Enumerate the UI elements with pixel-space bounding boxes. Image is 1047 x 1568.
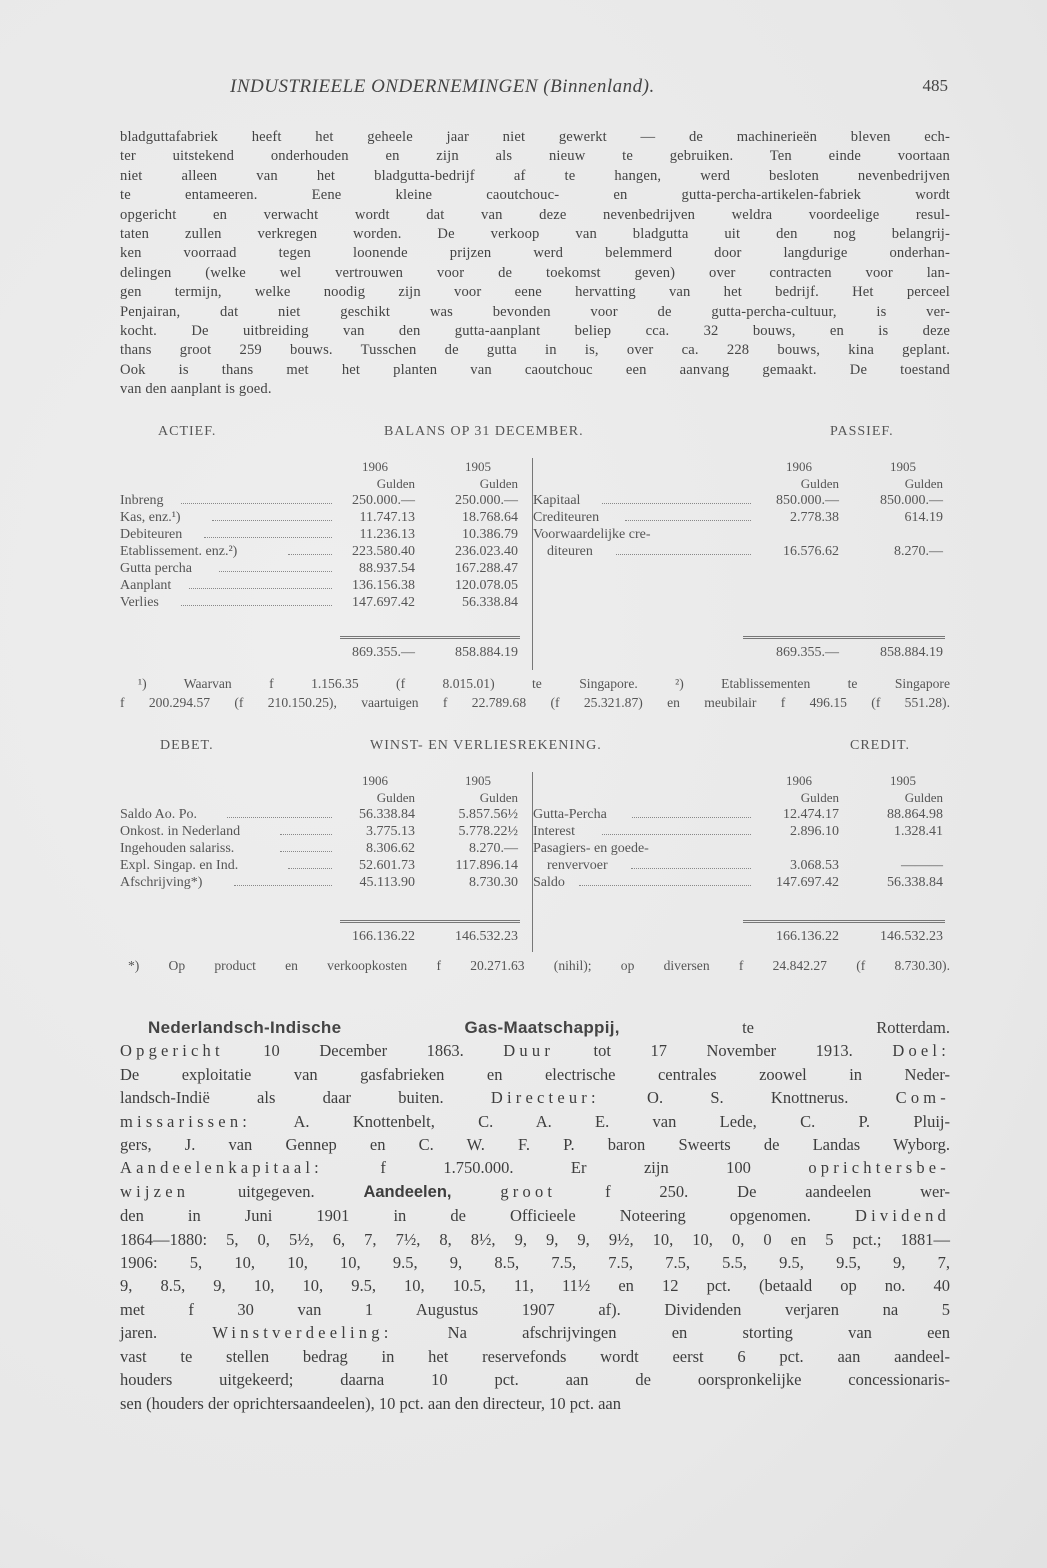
pl-right-heading: CREDIT. — [850, 738, 911, 753]
row-label: Kas, enz.¹) — [120, 510, 181, 525]
row-label: Verlies — [120, 595, 159, 610]
company-text-line — [120, 1086, 950, 1109]
balance-heading — [120, 424, 950, 444]
footnote-line: ¹) Waarvan f 1.156.35 (f 8.015.01) te Singapore. ²) Etablissementen te Singapore — [138, 676, 950, 691]
spaced-label: Dividend — [854, 1206, 950, 1226]
company-text-line — [120, 1228, 950, 1251]
year-1906: 1906 — [362, 459, 388, 474]
running-title: INDUSTRIEELE ONDERNEMINGEN (Binnenland). — [230, 76, 655, 97]
total-1905: 858.884.19 — [880, 645, 943, 660]
balance-right-heading: PASSIEF. — [830, 424, 894, 439]
value-1905: 1.328.41 — [894, 824, 943, 839]
row-label: Interest — [533, 824, 575, 839]
currency-label: Gulden — [904, 476, 943, 491]
value-1906: 250.000.— — [352, 493, 415, 508]
company-text-line — [120, 1063, 950, 1086]
table-row — [533, 857, 951, 874]
year-1906: 1906 — [362, 773, 388, 788]
leader-dots — [189, 588, 332, 589]
value-1905: 5.778.22½ — [458, 824, 518, 839]
pl-title: WINST- EN VERLIESREKENING. — [370, 738, 602, 753]
leader-dots — [602, 834, 751, 835]
row-label: Inbreng — [120, 493, 164, 508]
footnote-line: f 200.294.57 (f 210.150.25), vaartuigen f 22.789.68 (f 25.321.87) en meubilair f 496.15 (f 551.28). — [120, 695, 950, 710]
spaced-label: Duur — [503, 1041, 555, 1061]
year-1905: 1905 — [890, 459, 916, 474]
table-row — [120, 492, 520, 509]
value-1906: 147.697.42 — [352, 595, 415, 610]
year-header — [533, 772, 951, 789]
company-text-line — [120, 1321, 950, 1344]
company-text-line — [120, 1204, 950, 1227]
row-label: Gutta percha — [120, 561, 192, 576]
row-label: Pasagiers- en goede- — [533, 841, 649, 856]
spaced-label: Aandeelenkapitaal: — [120, 1158, 323, 1178]
company-text-line — [120, 1133, 950, 1156]
value-1905: 850.000.— — [880, 493, 943, 508]
text-run: met f 30 van 1 Augustus 1907 af). Dividenden verjaren na 5 — [120, 1299, 950, 1319]
leader-dots — [631, 868, 751, 869]
right-column — [532, 458, 951, 670]
text-run: f 1.750.000. Er zijn 100 — [322, 1158, 809, 1178]
text-run: 9, 8.5, 9, 10, 10, 9.5, 10, 10.5, 11, 11½ en 12 pct. (betaald op no. 40 — [120, 1276, 950, 1296]
pl-left-heading: DEBET. — [160, 738, 214, 753]
year-1906: 1906 — [786, 773, 812, 788]
text-run: 1864—1880: 5, 0, 5½, 6, 7, 7½, 8, 8½, 9, 9, 9, 9½, 10, 10, 0, 0 en 5 pct.; 1881— — [120, 1229, 950, 1249]
table-row — [120, 874, 520, 891]
value-1906: 88.937.54 — [359, 561, 415, 576]
row-label: Ingehouden salariss. — [120, 841, 235, 856]
paragraph-line: opgericht en verwacht wordt dat van deze nevenbedrijven weldra voordeelige resul- — [120, 206, 950, 223]
paragraph-line: thans groot 259 bouws. Tusschen de gutta in is, over ca. 228 bouws, kina geplant. — [120, 342, 950, 359]
left-column — [120, 772, 520, 952]
currency-header — [120, 789, 520, 806]
paragraph-line: Penjairan, dat niet geschikt was bevonden voor de gutta-percha-cultuur, is ver- — [120, 303, 950, 320]
value-1906: 850.000.— — [776, 493, 839, 508]
value-1906: 56.338.84 — [359, 807, 415, 822]
table-row — [533, 823, 951, 840]
text-run: jaren. — [120, 1323, 213, 1343]
company-text-line — [120, 1039, 950, 1062]
row-label: Saldo Ao. Po. — [120, 807, 198, 822]
value-1905: 117.896.14 — [455, 858, 518, 873]
value-1905: ——— — [901, 858, 943, 873]
row-label: Onkost. in Nederland — [120, 824, 241, 839]
table-row — [533, 806, 951, 823]
company-location: te Rotterdam. — [742, 1018, 950, 1037]
value-1905: 8.730.30 — [469, 875, 518, 890]
currency-label: Gulden — [376, 476, 415, 491]
value-1905: 8.270.— — [894, 544, 943, 559]
left-column — [120, 458, 520, 670]
leader-dots — [579, 885, 751, 886]
value-1905: 56.338.84 — [887, 875, 943, 890]
total-1906: 166.136.22 — [352, 929, 415, 944]
value-1906: 45.113.90 — [359, 875, 415, 890]
paragraph-line: te entameeren. Eene kleine caoutchouc- en gutta-percha-artikelen-fabriek wordt — [120, 187, 950, 204]
total-row — [120, 644, 520, 661]
company-text-line — [120, 1180, 950, 1204]
value-1905: 56.338.84 — [462, 595, 518, 610]
table-row — [533, 509, 951, 526]
year-1905: 1905 — [890, 773, 916, 788]
company-text-line — [120, 1392, 950, 1415]
paragraph-line: gen termijn, welke noodig zijn voor eene hervatting van het bedrijf. Het perceel — [120, 284, 950, 301]
total-rule — [743, 636, 945, 639]
currency-header — [533, 475, 951, 492]
table-row — [533, 840, 951, 857]
leader-dots — [204, 537, 332, 538]
company-entry — [120, 1016, 950, 1415]
row-label: Afschrijving*) — [120, 875, 203, 890]
currency-label: Gulden — [800, 476, 839, 491]
year-header — [120, 772, 520, 789]
table-row — [120, 560, 520, 577]
total-row — [120, 928, 520, 945]
balance-footnote — [120, 674, 950, 712]
total-1906: 166.136.22 — [776, 929, 839, 944]
spaced-label: oprichtersbe- — [808, 1158, 950, 1178]
balance-title: BALANS OP 31 DECEMBER. — [384, 424, 584, 439]
leader-dots — [234, 885, 332, 886]
value-1905: 18.768.64 — [462, 510, 518, 525]
currency-label: Gulden — [376, 790, 415, 805]
paragraph-line: bladguttafabriek heeft het geheele jaar niet gewerkt — de machinerieën bleven ech- — [120, 129, 950, 145]
company-name: Nederlandsch-Indische Gas-Maatschappij, — [148, 1018, 620, 1037]
value-1906: 8.306.62 — [366, 841, 415, 856]
paragraph-line: kocht. De uitbreiding van den gutta-aanplant beliep cca. 32 bouws, en is deze — [120, 323, 950, 340]
text-run — [451, 1182, 500, 1201]
value-1906: 2.778.38 — [790, 510, 839, 525]
currency-label: Gulden — [904, 790, 943, 805]
total-rule — [743, 920, 945, 923]
company-text-line — [120, 1251, 950, 1274]
value-1906: 52.601.73 — [359, 858, 415, 873]
company-text-line — [120, 1345, 950, 1368]
value-1906: 3.068.53 — [790, 858, 839, 873]
paragraph-line: niet alleen van het bladgutta-bedrijf af te hangen, werd besloten nevenbedrijven — [120, 167, 950, 184]
table-row — [533, 526, 951, 543]
value-1906: 11.236.13 — [359, 527, 415, 542]
row-label: Etablissement. enz.²) — [120, 544, 238, 559]
text-run: De exploitatie van gasfabrieken en electrische centrales zoowel in Neder- — [120, 1064, 950, 1084]
currency-header — [533, 789, 951, 806]
value-1905: 614.19 — [904, 510, 943, 525]
leader-dots — [280, 851, 332, 852]
value-1906: 12.474.17 — [783, 807, 839, 822]
company-text-line — [120, 1298, 950, 1321]
table-row — [120, 806, 520, 823]
total-rule — [340, 920, 520, 923]
leader-dots — [181, 503, 332, 504]
text-run: O. S. Knottnerus. — [599, 1088, 896, 1108]
leader-dots — [212, 520, 332, 521]
leader-dots — [616, 554, 751, 555]
value-1905: 120.078.05 — [455, 578, 518, 593]
value-1905: 250.000.— — [455, 493, 518, 508]
currency-label: Gulden — [479, 476, 518, 491]
leader-dots — [280, 834, 332, 835]
text-run: Na afschrijvingen en storting van een — [392, 1323, 950, 1343]
paragraph-line: delingen (welke wel vertrouwen voor de toekomst geven) over contracten voor lan- — [120, 264, 950, 281]
intro-paragraph — [120, 128, 950, 400]
row-label: renvervoer — [547, 858, 608, 873]
year-1906: 1906 — [786, 459, 812, 474]
row-label: Kapitaal — [533, 493, 581, 508]
value-1906: 223.580.40 — [352, 544, 415, 559]
paragraph-line: ter uitstekend onderhouden en zijn als nieuw te gebruiken. Ten einde voortaan — [120, 148, 950, 165]
text-run: 1906: 5, 10, 10, 10, 9.5, 9, 8.5, 7.5, 7.5, 7.5, 5.5, 9.5, 9.5, 9, 7, — [120, 1253, 950, 1273]
value-1905: 88.864.98 — [887, 807, 943, 822]
total-1905: 858.884.19 — [455, 645, 518, 660]
value-1905: 8.270.— — [469, 841, 518, 856]
leader-dots — [219, 571, 332, 572]
text-run: den in Juni 1901 in de Officieele Noteering opgenomen. — [120, 1206, 855, 1226]
row-label: diteuren — [547, 544, 593, 559]
table-row — [120, 509, 520, 526]
value-1906: 136.156.38 — [352, 578, 415, 593]
table-row — [120, 543, 520, 560]
value-1905: 5.857.56½ — [458, 807, 518, 822]
spaced-label: Com- — [895, 1088, 950, 1108]
table-row — [533, 874, 951, 891]
table-row — [120, 577, 520, 594]
year-1905: 1905 — [465, 459, 491, 474]
right-column — [532, 772, 951, 952]
currency-label: Gulden — [479, 790, 518, 805]
value-1905: 236.023.40 — [455, 544, 518, 559]
text-run: landsch-Indië als daar buiten. — [120, 1088, 491, 1108]
text-run: tot 17 November 1913. — [554, 1041, 893, 1061]
balance-table — [120, 458, 950, 670]
table-row — [120, 526, 520, 543]
spaced-label: Opgericht — [120, 1041, 224, 1061]
paragraph-line: ken voorraad tegen loonende prijzen werd belemmerd door langdurige onderhan- — [120, 245, 950, 262]
bold-label: Aandeelen, — [363, 1182, 452, 1201]
pl-footnote: *) Op product en verkoopkosten f 20.271.63 (nihil); op diversen f 24.842.27 (f 8.730.30). — [128, 958, 950, 973]
currency-label: Gulden — [800, 790, 839, 805]
spaced-label: wijzen — [120, 1181, 190, 1201]
value-1906: 16.576.62 — [783, 544, 839, 559]
value-1905: 10.386.79 — [462, 527, 518, 542]
currency-header — [120, 475, 520, 492]
leader-dots — [602, 503, 751, 504]
row-label: Saldo — [533, 875, 565, 890]
table-row — [533, 543, 951, 560]
year-1905: 1905 — [465, 773, 491, 788]
text-run: houders uitgekeerd; daarna 10 pct. aan de oorspronkelijke concessionaris- — [120, 1370, 950, 1390]
spaced-label: missarissen: — [120, 1111, 252, 1131]
text-run: A. Knottenbelt, C. A. E. van Lede, C. P. Pluij- — [251, 1111, 950, 1131]
row-label: Debiteuren — [120, 527, 183, 542]
total-row — [533, 928, 951, 945]
text-run: gers, J. van Gennep en C. W. F. P. baron Sweerts de Landas Wyborg. — [120, 1135, 950, 1155]
table-row — [120, 594, 520, 611]
running-head — [120, 76, 950, 102]
paragraph-line: taten zullen verkregen worden. De verkoop van bladgutta uit den nog belangrij- — [120, 226, 950, 243]
total-1906: 869.355.— — [352, 645, 415, 660]
spaced-label: groot — [500, 1181, 557, 1201]
total-1906: 869.355.— — [776, 645, 839, 660]
total-1905: 146.532.23 — [455, 929, 518, 944]
value-1906: 147.697.42 — [776, 875, 839, 890]
table-row — [120, 857, 520, 874]
leader-dots — [632, 817, 751, 818]
total-row — [533, 644, 951, 661]
company-text-line — [120, 1274, 950, 1297]
leader-dots — [625, 520, 751, 521]
value-1906: 11.747.13 — [359, 510, 415, 525]
table-row — [120, 823, 520, 840]
row-label: Aanplant — [120, 578, 172, 593]
company-text-line — [120, 1368, 950, 1391]
paragraph-line: van den aanplant is goed. — [120, 381, 272, 398]
value-1905: 167.288.47 — [455, 561, 518, 576]
company-text-line — [120, 1110, 950, 1133]
pl-heading — [120, 738, 950, 758]
spaced-label: Doel: — [892, 1041, 950, 1061]
leader-dots — [288, 868, 332, 869]
table-row — [533, 492, 951, 509]
value-1906: 3.775.13 — [366, 824, 415, 839]
total-rule — [340, 636, 520, 639]
text-run: uitgegeven. — [189, 1181, 364, 1201]
company-text-line — [120, 1156, 950, 1179]
year-header — [533, 458, 951, 475]
table-row — [120, 840, 520, 857]
text-run: f 250. De aandeelen wer- — [556, 1181, 951, 1201]
year-header — [120, 458, 520, 475]
text-run: vast te stellen bedrag in het reservefonds wordt eerst 6 pct. aan aandeel- — [120, 1346, 950, 1366]
text-run: 10 December 1863. — [223, 1041, 504, 1061]
row-label: Expl. Singap. en Ind. — [120, 858, 239, 873]
spaced-label: Winstverdeeling: — [212, 1323, 393, 1343]
company-title-line — [120, 1016, 950, 1039]
leader-dots — [181, 605, 332, 606]
leader-dots — [288, 554, 332, 555]
spaced-label: Directeur: — [490, 1088, 600, 1108]
row-label: Voorwaardelijke cre- — [533, 527, 651, 542]
company-body — [120, 1039, 950, 1415]
row-label: Crediteuren — [533, 510, 600, 525]
balance-left-heading: ACTIEF. — [158, 424, 217, 439]
value-1906: 2.896.10 — [790, 824, 839, 839]
profit-loss-table — [120, 772, 950, 952]
total-1905: 146.532.23 — [880, 929, 943, 944]
row-label: Gutta-Percha — [533, 807, 607, 822]
text-run: sen (houders der oprichtersaandeelen), 10 pct. aan den directeur, 10 pct. aan — [120, 1393, 621, 1413]
paragraph-line: Ook is thans met het planten van caoutchouc een aanvang gemaakt. De toestand — [120, 361, 950, 378]
leader-dots — [227, 817, 332, 818]
page-number: 485 — [922, 76, 948, 95]
